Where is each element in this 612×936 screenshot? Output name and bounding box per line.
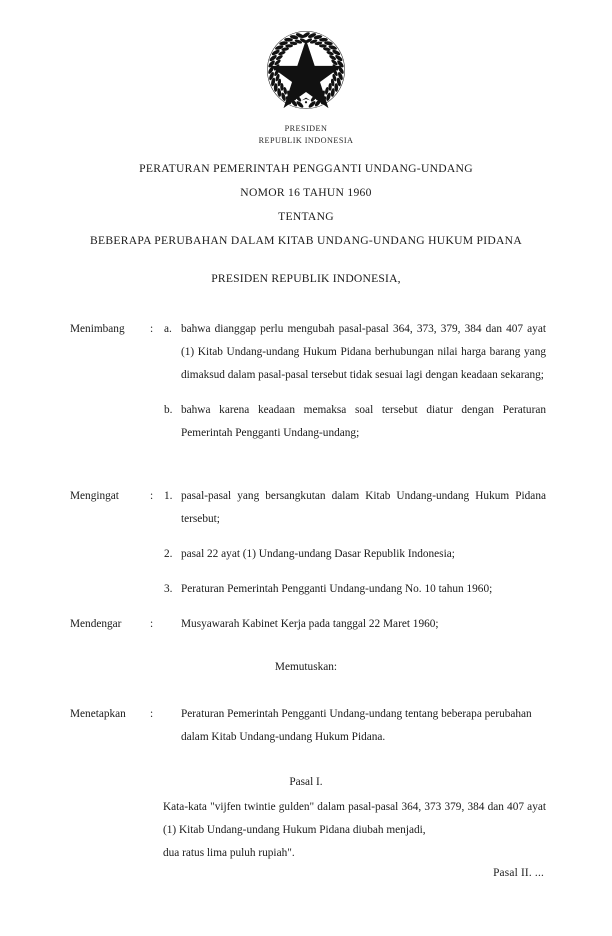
clause-menetapkan	[70, 703, 546, 749]
title-line-number-year: NOMOR 16 TAHUN 1960	[240, 186, 372, 199]
assembly-heading: PRESIDEN REPUBLIK INDONESIA,	[211, 272, 401, 285]
pasal-1-body-lastline: dua ratus lima puluh rupiah".	[163, 847, 295, 859]
item-text: bahwa dianggap perlu mengubah pasal-pasal 364, 373, 379, 384 dan 407 ayat (1) Kitab Undang-undang Hukum Pidana berhubungan nilai harga barang yang dimaksud dalam pasal-pasal tersebut tidak sesuai lagi dengan keadaan sekarang;	[181, 323, 546, 381]
pasal-1-body-justified: Kata-kata "vijfen twintie gulden" dalam pasal-pasal 364, 373 379, 384 dan 407 ayat (1) Kitab Undang-undang Hukum Pidana diubah menjadi,	[163, 801, 546, 836]
document-title-block	[36, 157, 576, 253]
item-text: Peraturan Pemerintah Pengganti Undang-undang tentang beberapa perubahan dalam Kitab Undang-undang Hukum Pidana.	[181, 708, 532, 743]
item-text: Musyawarah Kabinet Kerja pada tanggal 22 Maret 1960;	[181, 618, 439, 630]
clause-colon-mendengar: :	[150, 618, 154, 630]
item-marker: b.	[164, 404, 173, 416]
list-item	[164, 703, 546, 749]
clause-items-menimbang	[164, 318, 546, 445]
item-marker: 1.	[164, 490, 173, 502]
pasal-1-heading: Pasal I.	[289, 776, 323, 788]
star-in-laurel-wreath-emblem	[260, 24, 352, 116]
clause-mengingat	[70, 485, 546, 601]
pasal-1-body	[163, 796, 546, 865]
item-text: pasal-pasal yang bersangkutan dalam Kitab Undang-undang Hukum Pidana tersebut;	[181, 490, 546, 525]
clause-colon-menetapkan: :	[150, 708, 154, 720]
item-marker: 3.	[164, 583, 173, 595]
emblem-caption-line-1: PRESIDEN	[284, 124, 328, 133]
emblem-caption	[0, 123, 612, 146]
item-text: pasal 22 ayat (1) Undang-undang Dasar Republik Indonesia;	[181, 548, 455, 560]
clause-label-mengingat: Mengingat	[70, 490, 119, 502]
clause-colon-menimbang: :	[150, 323, 154, 335]
item-marker: a.	[164, 323, 172, 335]
title-line-regulation-type: PERATURAN PEMERINTAH PENGGANTI UNDANG-UNDANG	[139, 162, 473, 175]
list-item	[164, 318, 546, 387]
list-item	[164, 399, 546, 445]
item-text: Peraturan Pemerintah Pengganti Undang-undang No. 10 tahun 1960;	[181, 583, 493, 595]
clause-items-mendengar	[164, 613, 546, 636]
clause-colon-mengingat: :	[150, 490, 154, 502]
memutuskan-heading: Memutuskan:	[274, 661, 338, 673]
clause-label-menimbang: Menimbang	[70, 323, 125, 335]
emblem-caption-line-2: REPUBLIK INDONESIA	[258, 135, 354, 145]
clause-label-mendengar: Mendengar	[70, 618, 122, 630]
title-line-subject: BEBERAPA PERUBAHAN DALAM KITAB UNDANG-UNDANG HUKUM PIDANA	[90, 234, 522, 247]
list-item	[164, 613, 546, 636]
clause-menimbang	[70, 318, 546, 445]
pasal-2-continuation: Pasal II. ...	[493, 867, 544, 879]
item-text: bahwa karena keadaan memaksa soal tersebut diatur dengan Peraturan Pemerintah Pengganti Undang-undang;	[181, 404, 546, 439]
clause-items-menetapkan	[164, 703, 546, 749]
list-item	[164, 578, 546, 601]
title-line-about: TENTANG	[278, 210, 334, 223]
item-marker: 2.	[164, 548, 173, 560]
clause-items-mengingat	[164, 485, 546, 601]
clause-label-menetapkan: Menetapkan	[70, 708, 126, 720]
list-item	[164, 485, 546, 531]
emblem-block	[0, 24, 612, 146]
clause-mendengar	[70, 613, 546, 636]
list-item	[164, 543, 546, 566]
